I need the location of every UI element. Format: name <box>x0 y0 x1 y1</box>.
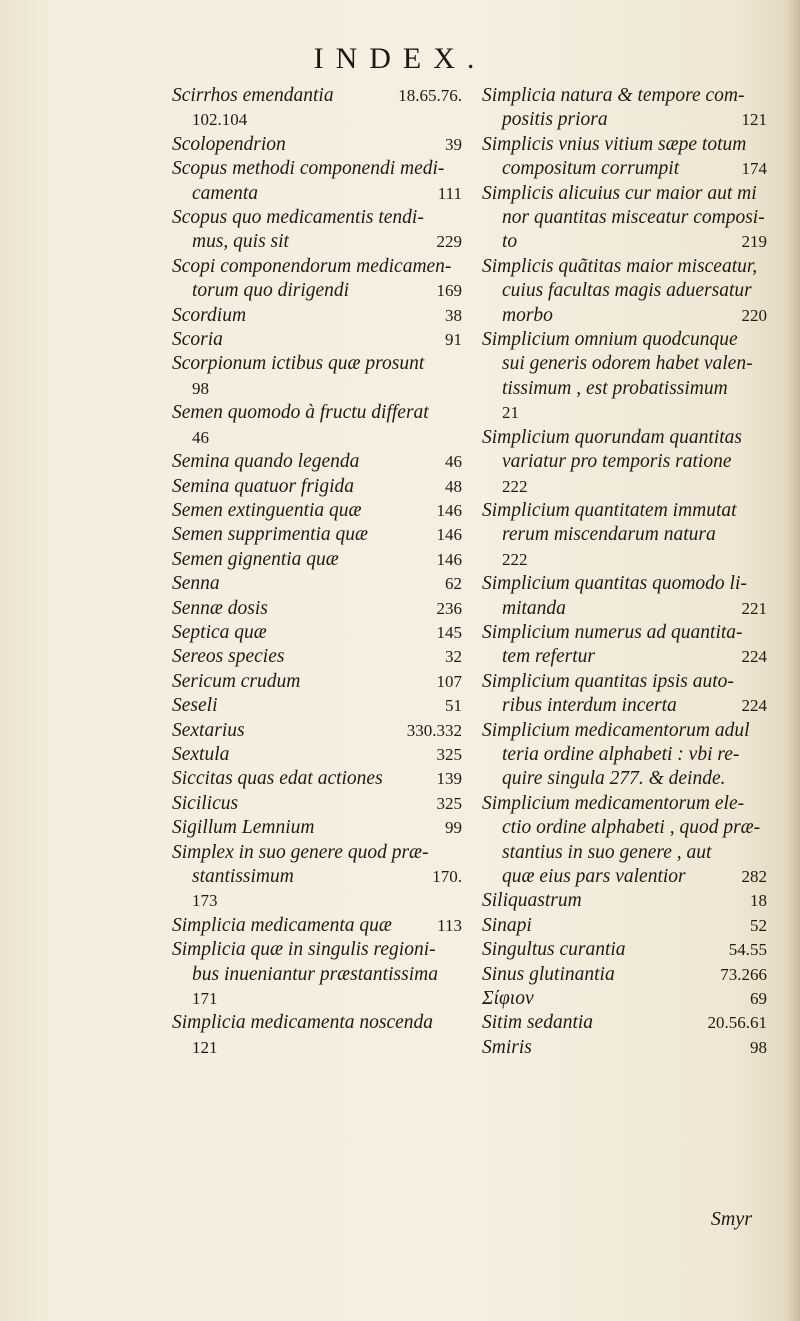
entry-page-number: 236 <box>436 598 462 618</box>
entry-text-line: Simplicium quantitatem immutat <box>482 499 737 521</box>
entry-page-number: 52 <box>750 915 767 935</box>
entry-text-line: Simplicis vnius vitium sæpe totum <box>482 133 747 155</box>
entry-text-line: Scorpionum ictibus quæ prosunt <box>172 353 425 375</box>
entry-text-line: tem refertur <box>502 646 595 668</box>
entry-text-line: Semen extinguentia quæ <box>172 499 362 521</box>
entry-page-number: 20.56.61 <box>707 1013 767 1033</box>
entry-page-number: 111 <box>437 183 462 203</box>
entry-page-number: 48 <box>445 476 462 496</box>
entry-text-line: Seseli <box>172 695 218 717</box>
entry-text-line: Σίφιον <box>482 988 534 1010</box>
entry-text-line: teria ordine alphabeti : vbi re- <box>502 743 740 765</box>
index-entry <box>482 426 767 499</box>
index-entry <box>482 792 767 890</box>
index-entry <box>172 645 462 669</box>
index-entry <box>172 597 462 621</box>
page-header: INDEX. <box>313 42 487 75</box>
entry-text-line: Sennæ dosis <box>172 597 268 619</box>
index-entry <box>172 670 462 694</box>
entry-page-number: 229 <box>436 232 462 252</box>
index-entry <box>482 1036 767 1060</box>
entry-text-line: Sicilicus <box>172 792 239 814</box>
index-entry <box>172 206 462 255</box>
entry-page-number: 91 <box>445 330 462 350</box>
entry-page-number: 282 <box>741 867 767 886</box>
entry-page-number: 69 <box>750 989 767 1009</box>
entry-text-line: Simplicia medicamenta quæ <box>172 914 392 936</box>
entry-page-reference: 173 <box>192 891 218 911</box>
entry-text-line: Simplicia quæ in singulis regioni- <box>172 939 436 961</box>
entry-text-line: Simplicium quorundam quantitas <box>482 426 743 448</box>
entry-text-line: Sinapi <box>482 914 532 936</box>
entry-text-line: Simplicium quantitas quomodo li- <box>482 573 747 595</box>
index-entry <box>172 84 462 133</box>
catchword: Smyr <box>710 1208 752 1230</box>
entry-page-number: 145 <box>436 622 462 642</box>
index-entry <box>172 1011 462 1060</box>
entry-text-line: Simplicium numerus ad quantita- <box>482 621 743 643</box>
index-entry <box>482 938 767 962</box>
entry-text-line: tissimum , est probatissimum <box>502 377 728 399</box>
index-entry <box>172 133 462 157</box>
entry-page-reference: 171 <box>192 989 218 1009</box>
entry-page-reference: 102.104 <box>192 110 248 130</box>
entry-text-line: variatur pro temporis ratione <box>502 451 732 473</box>
entry-text-line: Sinus glutinantia <box>482 963 615 985</box>
entry-page-number: 174 <box>741 159 767 179</box>
entry-text-line: to <box>502 231 518 253</box>
index-entry <box>172 304 462 328</box>
entry-page-number: 139 <box>436 769 462 789</box>
entry-page-number: 325 <box>436 793 462 813</box>
index-entry <box>172 743 462 767</box>
entry-page-number: 219 <box>741 232 767 252</box>
entry-page-reference: 21 <box>502 403 519 423</box>
index-entry <box>482 133 767 182</box>
index-column-right <box>482 84 767 1060</box>
entry-page-number: 99 <box>445 818 462 838</box>
index-entry <box>482 328 767 426</box>
entry-page-number: 146 <box>436 500 462 520</box>
entry-text-line: stantissimum <box>192 866 294 887</box>
entry-text-line: Simplicia natura & tempore com- <box>482 85 745 106</box>
entry-page-number: 54.55 <box>728 940 767 960</box>
entry-page-number: 146 <box>436 525 462 545</box>
entry-text-line: stantius in suo genere , aut <box>502 841 712 863</box>
entry-page-number: 330.332 <box>406 720 462 740</box>
index-entry <box>482 255 767 328</box>
index-entry <box>482 84 767 133</box>
index-entry <box>172 621 462 645</box>
entry-text-line: Semina quatuor frigida <box>172 475 355 497</box>
entry-text-line: Simplicium medicamentorum ele- <box>482 792 745 814</box>
entry-text-line: Scopus methodi componendi medi- <box>172 158 445 180</box>
entry-text-line: Sitim sedantia <box>482 1012 594 1034</box>
entry-text-line: Senna <box>172 573 220 595</box>
entry-page-number: 18.65.76. <box>398 86 462 106</box>
index-entry <box>172 499 462 523</box>
index-entry <box>482 1011 767 1035</box>
index-entry <box>172 548 462 572</box>
index-entry <box>172 841 462 914</box>
entry-page-reference: 222 <box>502 549 528 569</box>
index-entry <box>482 670 767 719</box>
entry-text-line: Septica quæ <box>172 621 267 643</box>
entry-page-number: 46 <box>445 452 462 472</box>
entry-text-line: Simplicium omnium quodcunque <box>482 329 738 351</box>
index-entry <box>172 157 462 206</box>
entry-page-number: 113 <box>437 915 462 935</box>
entry-page-number: 62 <box>445 574 462 594</box>
entry-text-line: mus, quis sit <box>192 231 289 253</box>
index-entry <box>172 719 462 743</box>
entry-page-number: 224 <box>741 647 767 667</box>
entry-text-line: Simplicis quãtitas maior misceatur, <box>482 255 758 277</box>
entry-text-line: bus inueniantur præstantissima <box>192 963 438 985</box>
entry-text-line: ctio ordine alphabeti , quod præ- <box>502 817 761 839</box>
entry-text-line: Simplex in suo genere quod præ- <box>172 841 429 863</box>
index-entry <box>172 767 462 791</box>
index-entry <box>172 352 462 401</box>
entry-text-line: quire singula 277. & deinde. <box>502 768 726 790</box>
entry-text-line: Scopi componendorum medicamen- <box>172 255 452 277</box>
entry-text-line: Siccitas quas edat actiones <box>172 768 383 790</box>
index-entry <box>482 987 767 1011</box>
index-entry <box>172 792 462 816</box>
entry-page-number: 32 <box>445 647 462 667</box>
entry-page-number: 220 <box>741 305 767 325</box>
index-entry <box>172 816 462 840</box>
entry-page-number: 170. <box>432 867 462 887</box>
index-entry <box>482 963 767 987</box>
entry-text-line: Semen supprimentia quæ <box>172 524 369 546</box>
entry-text-line: quæ eius pars valentior <box>502 866 686 887</box>
page-edge-shadow <box>786 0 800 1321</box>
entry-text-line: Scopus quo medicamentis tendi- <box>172 207 424 229</box>
entry-page-number: 38 <box>445 305 462 325</box>
entry-text-line: Scolopendrion <box>172 133 286 155</box>
entry-text-line: Simplicium quantitas ipsis auto- <box>482 670 734 692</box>
entry-page-reference: 121 <box>192 1037 218 1057</box>
entry-text-line: Sereos species <box>172 646 285 668</box>
entry-text-line: ribus interdum incerta <box>502 695 677 717</box>
entry-text-line: Scirrhos emendantia <box>172 85 334 106</box>
index-entry <box>172 914 462 938</box>
index-entry <box>482 914 767 938</box>
entry-page-number: 73.266 <box>720 964 767 984</box>
index-entry <box>172 694 462 718</box>
entry-text-line: nor quantitas misceatur composi- <box>502 207 765 229</box>
entry-text-line: Sericum crudum <box>172 670 301 692</box>
entry-text-line: Semen quomodo à fructu differat <box>172 402 429 424</box>
entry-page-number: 325 <box>436 744 462 764</box>
entry-text-line: Sigillum Lemnium <box>172 817 315 839</box>
entry-page-number: 169 <box>436 281 462 301</box>
entry-page-number: 51 <box>445 696 462 716</box>
index-column-left <box>172 84 462 1060</box>
entry-text-line: Simplicia medicamenta noscenda <box>172 1012 434 1034</box>
index-entry <box>482 572 767 621</box>
entry-text-line: Sextarius <box>172 719 245 741</box>
index-entry <box>482 889 767 913</box>
entry-page-number: 39 <box>445 134 462 154</box>
entry-text-line: Simplicium medicamentorum adul <box>482 719 750 741</box>
entry-text-line: torum quo dirigendi <box>192 280 350 302</box>
entry-text-line: Semen gignentia quæ <box>172 548 339 570</box>
entry-text-line: Scoria <box>172 329 223 351</box>
entry-text-line: positis priora <box>502 109 608 131</box>
index-entry <box>172 572 462 596</box>
entry-text-line: Simplicis alicuius cur maior aut mi <box>482 182 757 204</box>
entry-text-line: rerum miscendarum natura <box>502 524 716 546</box>
index-entry <box>482 621 767 670</box>
entry-text-line: compositum corrumpit <box>502 158 680 180</box>
entry-page-number: 107 <box>436 671 462 691</box>
index-entry <box>172 255 462 304</box>
entry-text-line: cuius facultas magis aduersatur <box>502 280 752 302</box>
entry-text-line: morbo <box>502 304 553 326</box>
index-entry <box>172 328 462 352</box>
index-entry <box>172 475 462 499</box>
index-entry <box>482 182 767 255</box>
entry-text-line: Siliquastrum <box>482 890 582 912</box>
entry-text-line: Smiris <box>482 1036 532 1058</box>
index-entry <box>172 938 462 1011</box>
index-entry <box>482 719 767 792</box>
index-entry <box>482 499 767 572</box>
entry-page-number: 18 <box>750 891 767 911</box>
index-entry <box>172 401 462 450</box>
entry-page-reference: 98 <box>192 378 209 398</box>
entry-text-line: Semina quando legenda <box>172 451 360 473</box>
entry-page-reference: 46 <box>192 427 209 447</box>
entry-text-line: Singultus curantia <box>482 939 626 961</box>
entry-page-number: 146 <box>436 549 462 569</box>
entry-text-line: Sextula <box>172 743 230 765</box>
entry-text-line: sui generis odorem habet valen- <box>502 353 753 375</box>
index-entry <box>172 450 462 474</box>
entry-text-line: camenta <box>192 182 259 204</box>
entry-page-number: 98 <box>750 1037 767 1057</box>
entry-text-line: mitanda <box>502 597 566 619</box>
entry-text-line: Scordium <box>172 304 247 326</box>
index-entry <box>172 523 462 547</box>
entry-page-number: 224 <box>741 696 767 716</box>
entry-page-number: 121 <box>741 110 767 130</box>
entry-page-reference: 222 <box>502 476 528 496</box>
entry-page-number: 221 <box>741 598 767 618</box>
